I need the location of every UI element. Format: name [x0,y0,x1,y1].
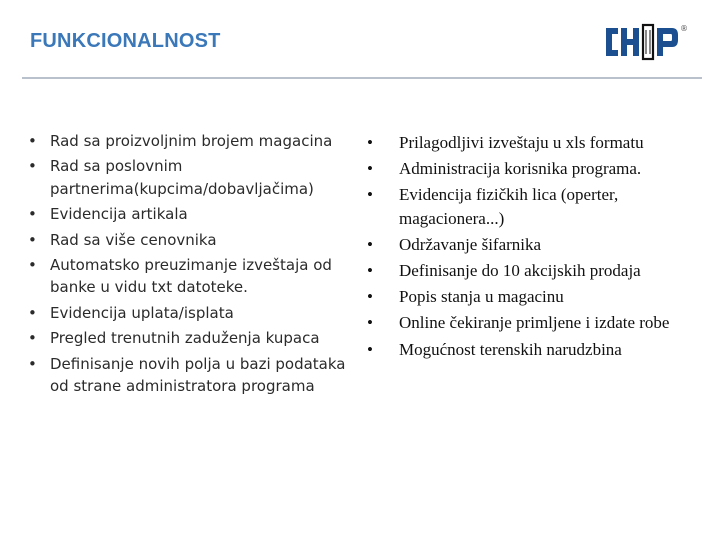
list-item [367,131,707,154]
bullet-icon: • [367,159,373,179]
list-item [367,338,707,361]
list-item [28,353,358,398]
list-item-text: Pregled trenutnih zaduženja kupaca [50,329,320,348]
list-item-text: Rad sa proizvoljnim brojem magacina [50,132,333,150]
list-item-text: Automatsko preuzimanje izveštaja od banke u vidu txt datoteke. [50,256,332,297]
title-divider [22,77,702,79]
bullet-icon: • [28,132,37,150]
list-item [28,229,358,251]
list-item [28,130,358,152]
right-bullet-list [367,131,707,364]
list-item [28,254,358,299]
registered-mark: ® [680,24,688,33]
list-item [28,203,358,225]
bullet-icon: • [28,157,37,176]
bullet-icon: • [367,339,373,359]
list-item-text: Održavanje šifarnika [399,234,542,254]
list-item-text: Online čekiranje primljene i izdate robe [399,313,670,333]
bullet-icon: • [367,234,373,254]
list-item [367,259,707,282]
bullet-icon: • [28,303,37,322]
bullet-icon: • [28,230,37,249]
list-item-text: Definisanje do 10 akcijskih prodaja [399,261,641,281]
list-item-text: Prilagodljivi izveštaju u xls formatu [399,133,644,152]
bullet-icon: • [367,133,373,152]
bullet-icon: • [367,287,373,307]
list-item [28,155,358,200]
list-item [367,233,707,256]
list-item [367,183,707,229]
list-item [367,157,707,180]
bullet-icon: • [28,354,37,373]
bullet-icon: • [367,313,373,333]
bullet-icon: • [367,185,373,205]
bullet-icon: • [28,256,37,275]
list-item-text: Evidencija fizičkih lica (operter, magacionera...) [399,185,619,228]
list-item [367,311,707,334]
list-item [367,285,707,308]
list-item [28,327,358,349]
list-item-text: Evidencija uplata/isplata [50,303,234,322]
list-item-text: Rad sa više cenovnika [50,230,217,249]
list-item-text: Mogućnost terenskih narudzbina [399,339,622,359]
bullet-icon: • [367,261,373,281]
list-item-text: Rad sa poslovnim partnerima(kupcima/dobavljačima) [50,157,314,198]
list-item [28,302,358,324]
left-bullet-list [28,130,358,400]
bullet-icon: • [28,329,37,348]
list-item-text: Popis stanja u magacinu [399,287,564,307]
list-item-text: Administracija korisnika programa. [399,159,642,179]
list-item-text: Definisanje novih polja u bazi podataka od strane administratora programa [50,354,346,396]
chip-logo [600,18,690,64]
slide-title: FUNKCIONALNOST [30,30,221,52]
bullet-icon: • [28,205,37,224]
list-item-text: Evidencija artikala [50,205,188,224]
